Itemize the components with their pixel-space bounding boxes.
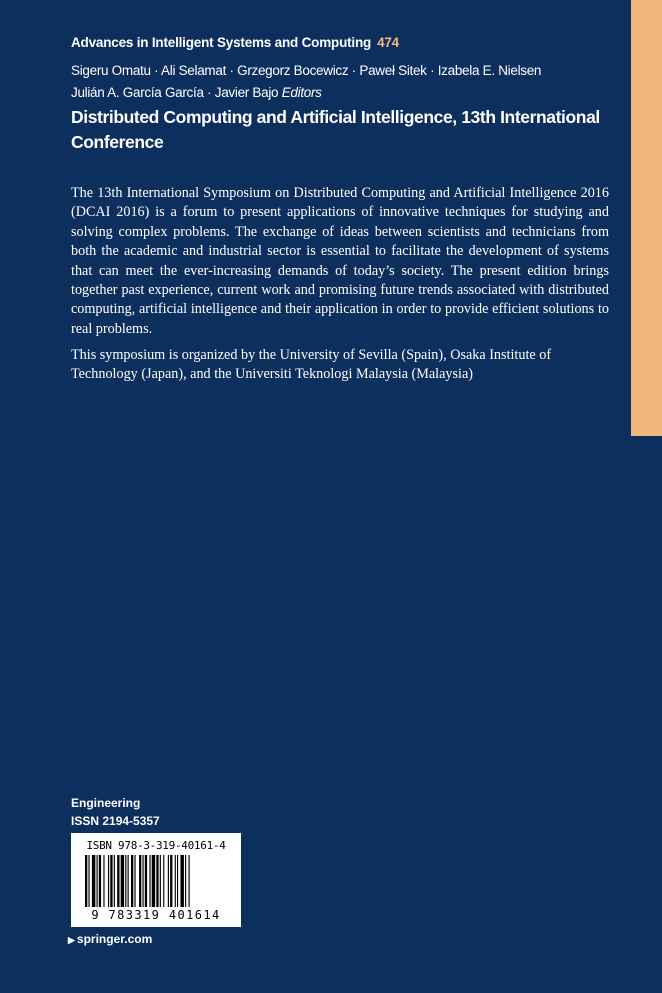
editors-line-1: Sigeru Omatu · Ali Selamat · Grzegorz Bocewicz · Paweł Sitek · Izabela E. Nielsen [71, 63, 542, 78]
barcode-bar [131, 855, 133, 907]
barcode-bar [108, 855, 109, 907]
series-name: Advances in Intelligent Systems and Computing [71, 35, 372, 50]
barcode-bar [125, 855, 126, 907]
barcode-bar [110, 855, 112, 907]
series-number: 474 [377, 35, 399, 50]
barcode-bar [114, 855, 115, 907]
book-title: Distributed Computing and Artificial Intelligence, 13th International Conference [71, 107, 600, 152]
barcode-bar [180, 855, 183, 907]
issn-label: ISSN 2194-5357 [71, 814, 160, 828]
barcode-bar [85, 855, 87, 907]
barcode-bars [85, 855, 227, 907]
barcode-bar [160, 855, 161, 907]
blurb-paragraph-2: This symposium is organized by the University of Sevilla (Spain), Osaka Institute of Technology (Japan), and the Universiti Teknologi Malaysia (Malaysia) [71, 347, 552, 383]
barcode-bar [134, 855, 135, 907]
editors-line-2 [71, 85, 611, 100]
arrow-right-icon: ▶ [68, 935, 75, 945]
barcode-bar [175, 855, 176, 907]
blurb-paragraph-1: The 13th International Symposium on Distributed Computing and Artificial Intelligence 2016 (DCAI 2016) is a forum to present applications of innovative techniques for studying and solving complex problems. The exchange of ideas between scientists and technicians from both the academic and industrial sector is essential to facilitate the development of systems that can meet the ever-increasing demands of today’s society. The present edition brings together past experience, current work and promising future trends associated with distributed computing, artificial intelligence and their application in order to provide efficient solutions to real problems. [71, 185, 609, 337]
barcode [71, 833, 241, 927]
barcode-bar [97, 855, 98, 907]
barcode-bar [88, 855, 89, 907]
springer-link[interactable] [68, 932, 152, 946]
barcode-bar [99, 855, 101, 907]
barcode-bar [92, 855, 95, 907]
barcode-bar [121, 855, 124, 907]
barcode-bar [117, 855, 119, 907]
barcode-bar [163, 855, 164, 907]
barcode-bar [177, 855, 178, 907]
accent-strip [631, 0, 662, 436]
series-title [71, 35, 399, 50]
barcode-bar [170, 855, 172, 907]
barcode-bar [128, 855, 129, 907]
barcode-bar [185, 855, 186, 907]
barcode-bar [103, 855, 104, 907]
springer-link-label: springer.com [76, 932, 153, 946]
barcode-bar [189, 855, 190, 907]
barcode-bar [168, 855, 169, 907]
barcode-bar [149, 855, 150, 907]
barcode-bar [143, 855, 144, 907]
barcode-bar [152, 855, 155, 907]
barcode-bar [139, 855, 141, 907]
barcode-digits: 9 783319 401614 [91, 908, 221, 922]
isbn-text: ISBN 978-3-319-40161-4 [86, 839, 226, 852]
editors-role: Editors [281, 85, 322, 100]
barcode-bar [156, 855, 158, 907]
barcode-bar [145, 855, 147, 907]
editor-names: Julián A. García García · Javier Bajo [71, 85, 279, 100]
subject-label: Engineering [71, 796, 141, 810]
